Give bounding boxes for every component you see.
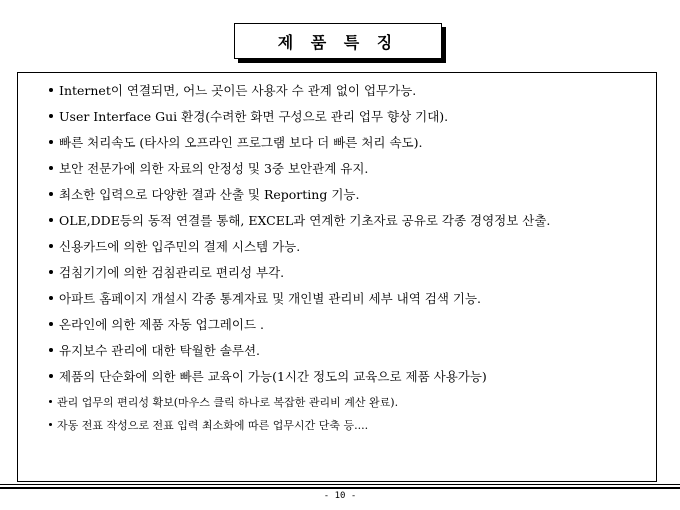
- list-item: [49, 161, 678, 177]
- bullet-icon: [49, 192, 53, 196]
- list-item: [49, 343, 678, 359]
- list-item: [49, 109, 678, 125]
- bullet-icon: [49, 244, 53, 248]
- list-item-text: 아파트 홈페이지 개설시 각종 통계자료 및 개인별 관리비 세부 내역 검색 기능.: [59, 291, 482, 306]
- footer-divider: [0, 484, 680, 485]
- title-box: [234, 23, 442, 59]
- list-item: [49, 395, 678, 411]
- list-item-text: 보안 전문가에 의한 자료의 안정성 및 3중 보안관계 유지.: [59, 161, 369, 176]
- list-item: [49, 418, 678, 434]
- list-item: [49, 187, 678, 203]
- list-item-text: OLE,DDE등의 동적 연결를 통해, EXCEL과 연계한 기초자료 공유로 각종 경영정보 산출.: [59, 213, 551, 228]
- page-title: 제 품 특 징: [277, 32, 399, 52]
- bullet-icon: [49, 114, 53, 118]
- list-item-text: Internet이 연결되면, 어느 곳이든 사용자 수 관계 없이 업무가능.: [59, 83, 417, 98]
- list-item-text: 신용카드에 의한 입주민의 결제 시스템 가능.: [59, 239, 301, 254]
- list-item: [49, 291, 678, 307]
- page-number: - 10 -: [323, 491, 357, 501]
- bullet-icon: [49, 374, 53, 378]
- bullet-icon: [49, 166, 53, 170]
- bullet-icon: [49, 270, 53, 274]
- bullet-icon: [49, 218, 53, 222]
- list-item-text: 관리 업무의 편리성 확보(마우스 클릭 하나로 복잡한 관리비 계산 완료).: [57, 396, 399, 409]
- list-item: [49, 317, 678, 333]
- list-item-text: User Interface Gui 환경(수려한 화면 구성으로 관리 업무 향상 기대).: [59, 109, 449, 124]
- list-item-text: 최소한 입력으로 다양한 결과 산출 및 Reporting 기능.: [59, 187, 360, 202]
- footer-divider-thick: [0, 487, 680, 489]
- list-item-text: 제품의 단순화에 의한 빠른 교육이 가능(1시간 정도의 교육으로 제품 사용가능): [59, 369, 487, 384]
- list-item-text: 빠른 처리속도 (타사의 오프라인 프로그램 보다 더 빠른 처리 속도).: [59, 135, 423, 150]
- bullet-icon: [49, 400, 52, 403]
- list-item-text: 자동 전표 작성으로 전표 입력 최소화에 따른 업무시간 단축 등....: [57, 419, 369, 432]
- list-item: [49, 239, 678, 255]
- list-item: [49, 135, 678, 151]
- list-item: [49, 265, 678, 281]
- bullet-icon: [49, 88, 53, 92]
- list-item: [49, 83, 678, 99]
- bullet-icon: [49, 423, 52, 426]
- list-item: [49, 369, 678, 385]
- bullet-icon: [49, 296, 53, 300]
- feature-list: [49, 83, 678, 441]
- list-item-text: 유지보수 관리에 대한 탁월한 솔루션.: [59, 343, 260, 358]
- list-item: [49, 213, 678, 229]
- bullet-icon: [49, 348, 53, 352]
- bullet-icon: [49, 322, 53, 326]
- list-item-text: 온라인에 의한 제품 자동 업그레이드 .: [59, 317, 264, 332]
- list-item-text: 검침기기에 의한 검침관리로 편리성 부각.: [59, 265, 285, 280]
- bullet-icon: [49, 140, 53, 144]
